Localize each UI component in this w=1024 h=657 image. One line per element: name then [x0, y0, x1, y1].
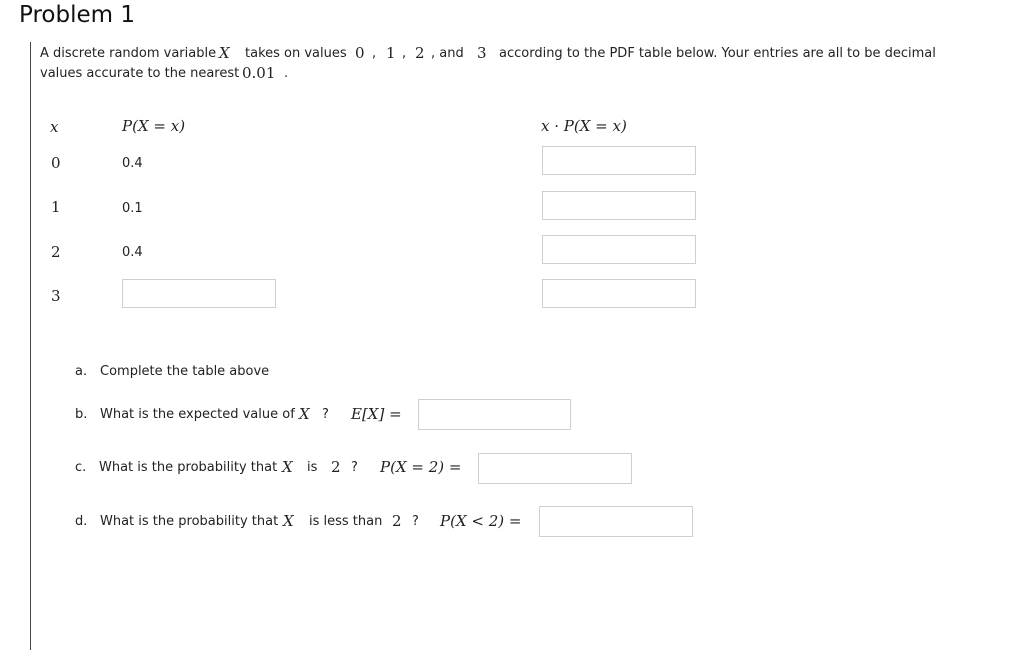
row-prob-value: 0.4 — [122, 156, 143, 171]
row-x-value: 3 — [51, 287, 61, 305]
question-c-var: X — [282, 458, 293, 476]
header-x-times-prob: x · P(X = x) — [541, 117, 627, 135]
question-d-qmark: ? — [412, 514, 419, 529]
intro-text-1: A discrete random variable — [40, 46, 217, 61]
question-a-text: Complete the table above — [100, 364, 270, 379]
row-prob-value: 0.4 — [122, 245, 143, 260]
question-a-letter: a. — [75, 364, 88, 379]
question-d-var: X — [283, 512, 294, 530]
xp-input-row-2[interactable] — [542, 235, 696, 264]
intro-value-0: 0 — [355, 44, 365, 62]
intro-value-3: 3 — [477, 44, 487, 62]
xp-input-row-3[interactable] — [542, 279, 696, 308]
question-c-is: is — [307, 460, 318, 475]
question-c-qmark: ? — [351, 460, 358, 475]
question-b-letter: b. — [75, 407, 88, 422]
question-d-is-less-than: is less than — [309, 514, 383, 529]
question-d-expression: P(X < 2) = — [440, 512, 522, 530]
row-prob-value: 0.1 — [122, 201, 143, 216]
header-prob: P(X = x) — [122, 117, 186, 135]
header-x: x — [50, 118, 59, 136]
problem-title: Problem 1 — [19, 2, 135, 28]
intro-text-2: takes on values — [245, 46, 347, 61]
intro-period: . — [284, 66, 289, 81]
row-x-value: 1 — [51, 198, 61, 216]
xp-input-row-1[interactable] — [542, 191, 696, 220]
intro-value-1: 1 — [386, 44, 396, 62]
question-c-value: 2 — [331, 458, 341, 476]
intro-line-2: values accurate to the nearest — [40, 66, 240, 81]
prob-x-less-than-2-input[interactable] — [539, 506, 693, 537]
xp-input-row-0[interactable] — [542, 146, 696, 175]
prob-input-row-3[interactable] — [122, 279, 276, 308]
intro-var-x: X — [219, 44, 230, 62]
intro-text-3: according to the PDF table below. Your entries are all to be decimal — [499, 46, 936, 61]
left-divider — [30, 42, 31, 650]
intro-comma-2: , — [402, 46, 407, 61]
question-c-text: What is the probability that — [99, 460, 278, 475]
question-c-letter: c. — [75, 460, 87, 475]
question-d-value: 2 — [392, 512, 402, 530]
prob-x-equals-2-input[interactable] — [478, 453, 632, 484]
expected-value-input[interactable] — [418, 399, 571, 430]
question-c-expression: P(X = 2) = — [380, 458, 462, 476]
question-b-text: What is the expected value of — [100, 407, 295, 422]
intro-comma-1: , — [372, 46, 377, 61]
intro-precision: 0.01 — [242, 64, 276, 82]
row-x-value: 2 — [51, 243, 61, 261]
question-b-expression: E[X] = — [351, 405, 402, 423]
question-d-text: What is the probability that — [100, 514, 279, 529]
question-b-var: X — [299, 405, 310, 423]
question-b-qmark: ? — [322, 407, 329, 422]
intro-value-2: 2 — [415, 44, 425, 62]
row-x-value: 0 — [51, 154, 61, 172]
question-d-letter: d. — [75, 514, 88, 529]
intro-and: , and — [431, 46, 464, 61]
